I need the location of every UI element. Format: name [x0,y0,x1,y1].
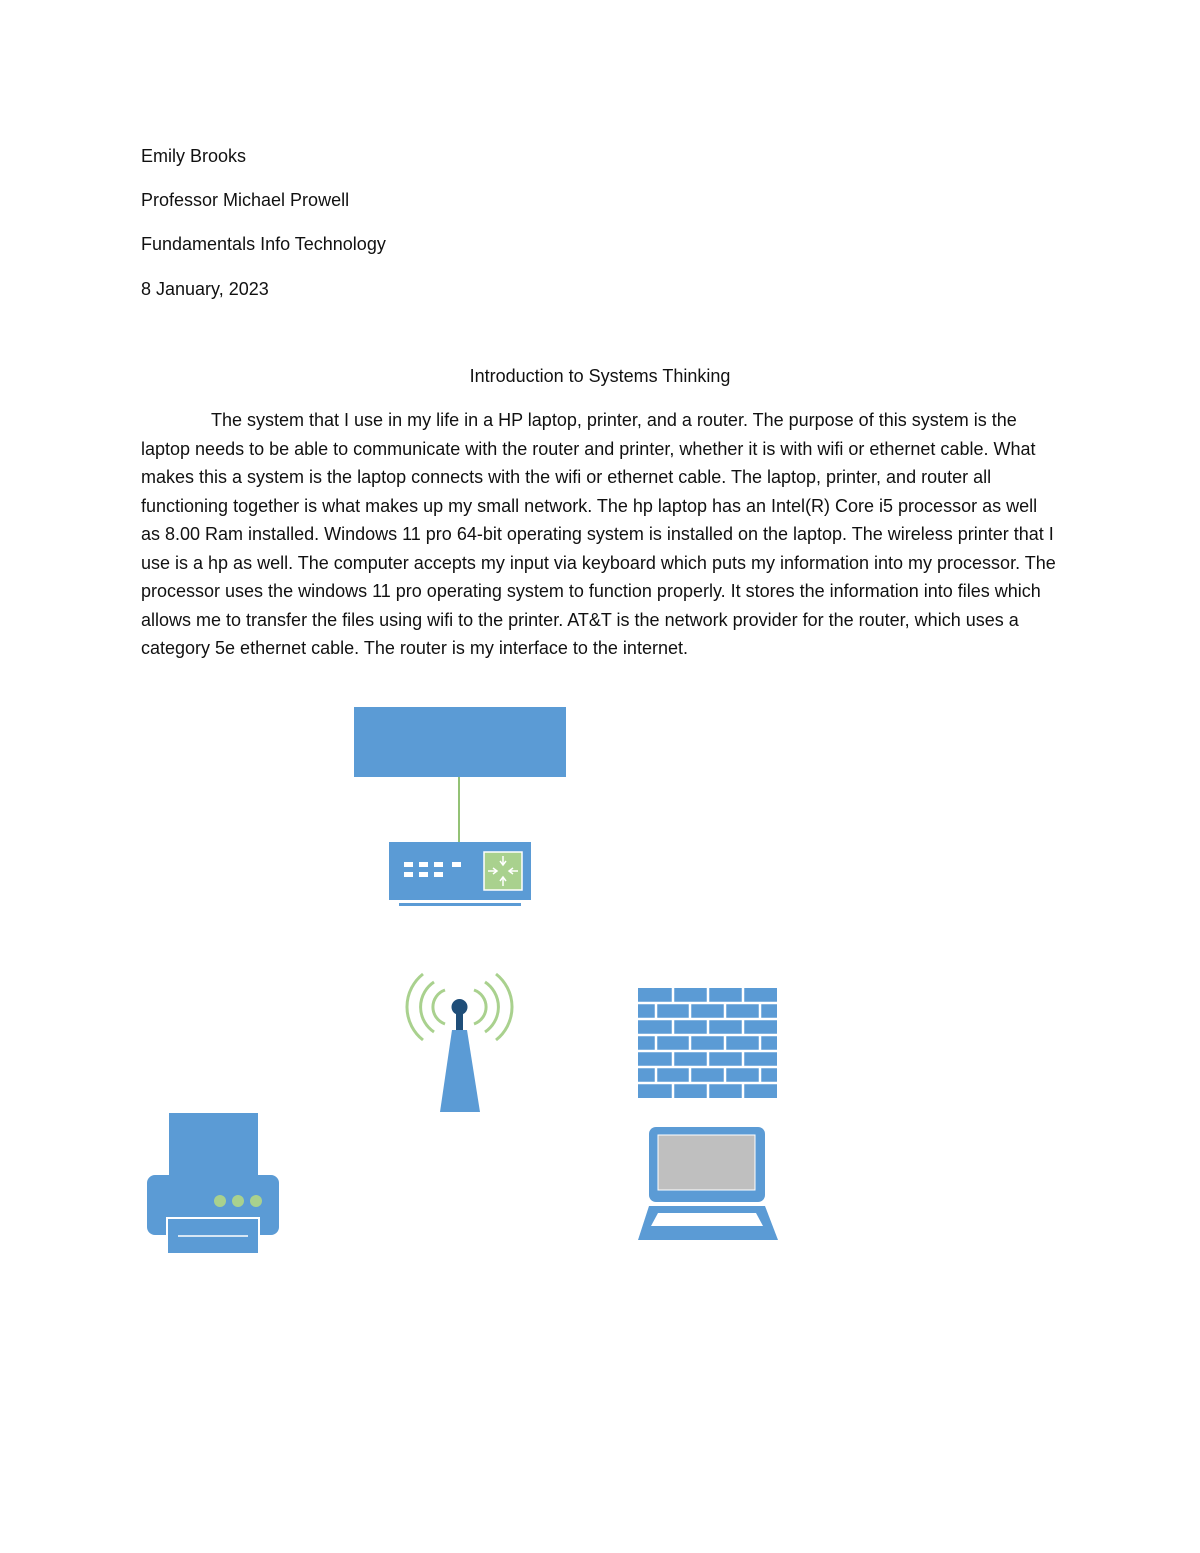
professor-name: Professor Michael Prowell [141,190,350,210]
author-name: Emily Brooks [141,146,247,166]
firewall-icon [638,988,777,1098]
essay-title: Introduction to Systems Thinking [469,366,731,386]
body-paragraph: The system that I use in my life in a HP laptop, printer, and a router. The purpose of this system is the laptop needs to be able to communicate with the router and printer, whether it is with wifi or ethernet cable. What makes this a system is the laptop connects with the wifi or ethernet cable. The laptop, printer, and router all functioning together is what makes up my small network. The hp laptop has an Intel(R) Core i5 processor as well as 8.00 Ram installed. Windows 11 pro 64-bit operating system is installed on the laptop. The wireless printer that I use is a hp as well. The computer accepts my input via keyboard which puts my information into my processor. The processor uses the windows 11 pro operating system to function properly. It stores the information into files which allows me to transfer the files using wifi to the printer. AT&T is the network provider for the router, which uses a category 5e ethernet cable. The router is my interface to the internet. [141,410,1056,658]
date: 8 January, 2023 [141,279,269,299]
router-icon [389,842,531,906]
wireless-antenna-icon [407,974,512,1112]
internet-box [354,707,566,777]
printer-icon [147,1113,279,1254]
laptop-icon [638,1127,778,1240]
course-name: Fundamentals Info Technology [141,234,386,254]
